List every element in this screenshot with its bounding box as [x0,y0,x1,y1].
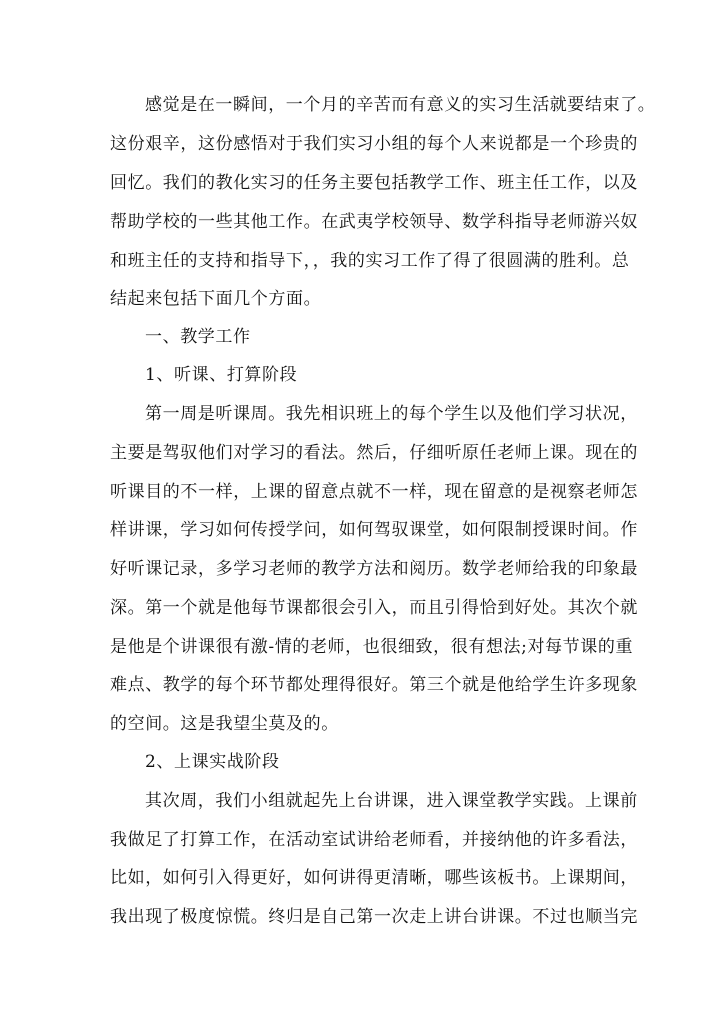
text-line: 帮助学校的一些其他工作。在武夷学校领导、数学科指导老师游兴奴 [110,212,638,232]
text-line: 回忆。我们的教化实习的任务主要包括教学工作、班主任工作，以及 [110,173,638,193]
text-line: 比如，如何引入得更好，如何讲得更清晰，哪些该板书。上课期间， [110,868,638,888]
section-heading: 一、教学工作 [145,327,251,347]
text-line: 主要是驾驭他们对学习的看法。然后，仔细听原任老师上课。现在的 [110,443,638,463]
text-line: 这份艰辛，这份感悟对于我们实习小组的每个人来说都是一个珍贵的 [110,134,638,154]
text-line: 和班主任的支持和指导下，，我的实习工作了得了很圆满的胜利。总 [110,251,630,271]
text-line: 好听课记录，多学习老师的教学方法和阅历。数学老师给我的印象最 [110,559,638,579]
text-line: 深。第一个就是他每节课都很会引入，而且引得恰到好处。其次个就 [110,598,638,618]
text-line: 样讲课，学习如何传授学问，如何驾驭课堂，如何限制授课时间。作 [110,520,638,540]
text-line: 难点、教学的每个环节都处理得很好。第三个就是他给学生许多现象 [110,675,638,695]
text-line: 结起来包括下面几个方面。 [110,289,322,309]
text-line: 第一周是听课周。我先相识班上的每个学生以及他们学习状况， [145,404,638,424]
text-line: 的空间。这是我望尘莫及的。 [110,714,339,734]
text-line: 我出现了极度惊慌。终归是自己第一次走上讲台讲课。不过也顺当完 [110,907,638,927]
text-line: 听课目的不一样，上课的留意点就不一样，现在留意的是视察老师怎 [110,482,638,502]
text-line: 是他是个讲课很有激-情的老师，也很细致，很有想法;对每节课的重 [110,637,634,657]
text-line: 感觉是在一瞬间，一个月的辛苦而有意义的实习生活就要结束了。 [145,95,656,115]
text-line: 其次周，我们小组就起先上台讲课，进入课堂教学实践。上课前 [145,791,638,811]
subsection-heading: 2、上课实战阶段 [145,752,280,772]
text-line: 我做足了打算工作，在活动室试讲给老师看，并接纳他的许多看法， [110,830,638,850]
subsection-heading: 1、听课、打算阶段 [145,365,298,385]
